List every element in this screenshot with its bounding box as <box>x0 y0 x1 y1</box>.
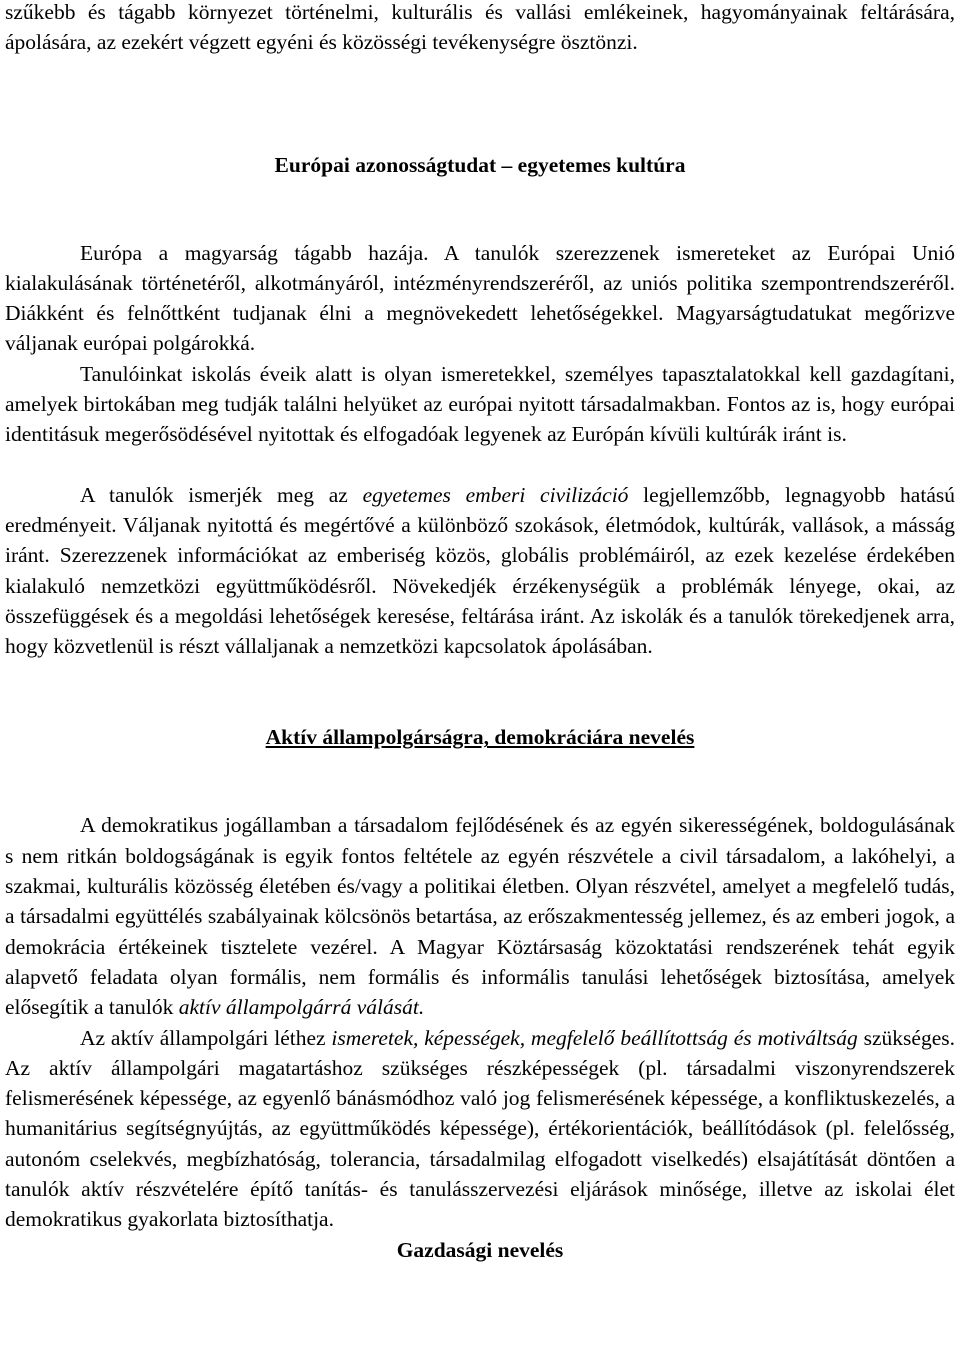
paragraph-europe-2-text: Tanulóinkat iskolás éveik alatt is olyan ismeretekkel, személyes tapasztalatokkal kell gazdagítani, amelyek birtokában meg tudják találni helyüket az európai nyitott társadalmakban. Fontos az is, hogy európai identitásuk megerősödésével nyitottak és elfogadóak legyenek az Európán kívüli kultúrák iránt is. <box>5 361 955 447</box>
paragraph-intro <box>5 0 955 58</box>
paragraph-active-citizen <box>5 1023 955 1235</box>
paragraph-democracy <box>5 810 955 1022</box>
paragraph-civilization-part2: legjellemzőbb, legnagyobb hatású eredményeit. Váljanak nyitottá és megértővé a különböző szokások, életmódok, kultúrák, vallások, a másság iránt. Szerezzenek információkat az emberiség közös, globális problémáiról, az ezek kezelése érdekében kialakuló nemzetközi együttműködésről. Növekedjék érzékenységük a problémák lényege, okai, az összefüggések és a megoldási lehetőségek keresése, feltárása iránt. Az iskolák és a tanulók törekedjenek arra, hogy közvetlenül is részt vállaljanak a nemzetközi kapcsolatok ápolásában. <box>5 482 955 659</box>
paragraph-civilization <box>5 480 955 662</box>
section-heading-europe: Európai azonosságtudat – egyetemes kultúra <box>274 152 686 177</box>
paragraph-europe-1 <box>5 238 955 359</box>
paragraph-active-citizen-part2: szükséges. Az aktív állampolgári magatartáshoz szükséges részképességek (pl. társadalmi viszonyrendszerek felismerésének képessége, az egyenlő bánásmódhoz való jog felismerésének képessége, a konfliktuskezelés, a humanitárius segítségnyújtás, az együttműködés képessége), értékorientációk, beállítódások (pl. felelősség, autonóm cselekvés, megbízhatóság, tolerancia, társadalmilag elfogadott viselkedés) elsajátítását döntően a tanulók aktív részvételére építő tanítás- és tanulásszervezési eljárások minősége, illetve az iskolai élet demokratikus gyakorlata biztosíthatja. <box>5 1025 955 1232</box>
paragraph-europe-1-text: Európa a magyarság tágabb hazája. A tanulók szerezzenek ismereteket az Európai Unió kialakulásának történetéről, alkotmányáról, intézményrendszeréről, az uniós politika szempontrendszeréről. Diákként és felnőttként tudjanak élni a megnövekedett lehetőségekkel. Magyarságtudatukat megőrizve váljanak európai polgárokká. <box>5 240 955 356</box>
paragraph-civilization-italic: egyetemes emberi civilizáció <box>362 482 629 507</box>
paragraph-civilization-part1: A tanulók ismerjék meg az <box>80 482 363 507</box>
section-heading-economy: Gazdasági nevelés <box>396 1237 564 1262</box>
paragraph-europe-2 <box>5 359 955 450</box>
section-heading-citizenship: Aktív állampolgárságra, demokráciára nevelés <box>265 725 695 750</box>
paragraph-democracy-italic: aktív állampolgárrá válását. <box>178 995 425 1020</box>
paragraph-intro-text: szűkebb és tágabb környezet történelmi, kulturális és vallási emlékeinek, hagyományainak feltárására, ápolására, az ezekért végzett egyéni és közösségi tevékenységre ösztönzi. <box>5 0 955 55</box>
paragraph-active-citizen-part1: Az aktív állampolgári léthez <box>80 1025 332 1050</box>
document-page <box>5 0 955 1265</box>
paragraph-democracy-part1: A demokratikus jogállamban a társadalom fejlődésének és az egyén sikerességének, boldogulásának s nem ritkán boldogságának is egyik fontos feltétele az egyén részvétele a civil társadalom, a lakóhelyi, a szakmai, kulturális közösség életében és/vagy a politikai életben. Olyan részvétel, amelyet a megfelelő tudás, a társadalmi együttélés szabályainak kölcsönös betartása, az erőszakmentesség jellemez, és az emberi jogok, a demokrácia értékeinek tisztelete vezérel. A Magyar Köztársaság közoktatási rendszerének tehát egyik alapvető feladata olyan formális, nem formális és informális tanulási lehetőségek biztosítása, amelyek elősegítik a tanulók <box>5 813 955 1020</box>
paragraph-active-citizen-italic: ismeretek, képességek, megfelelő beállítottság és motiváltság <box>331 1025 858 1050</box>
